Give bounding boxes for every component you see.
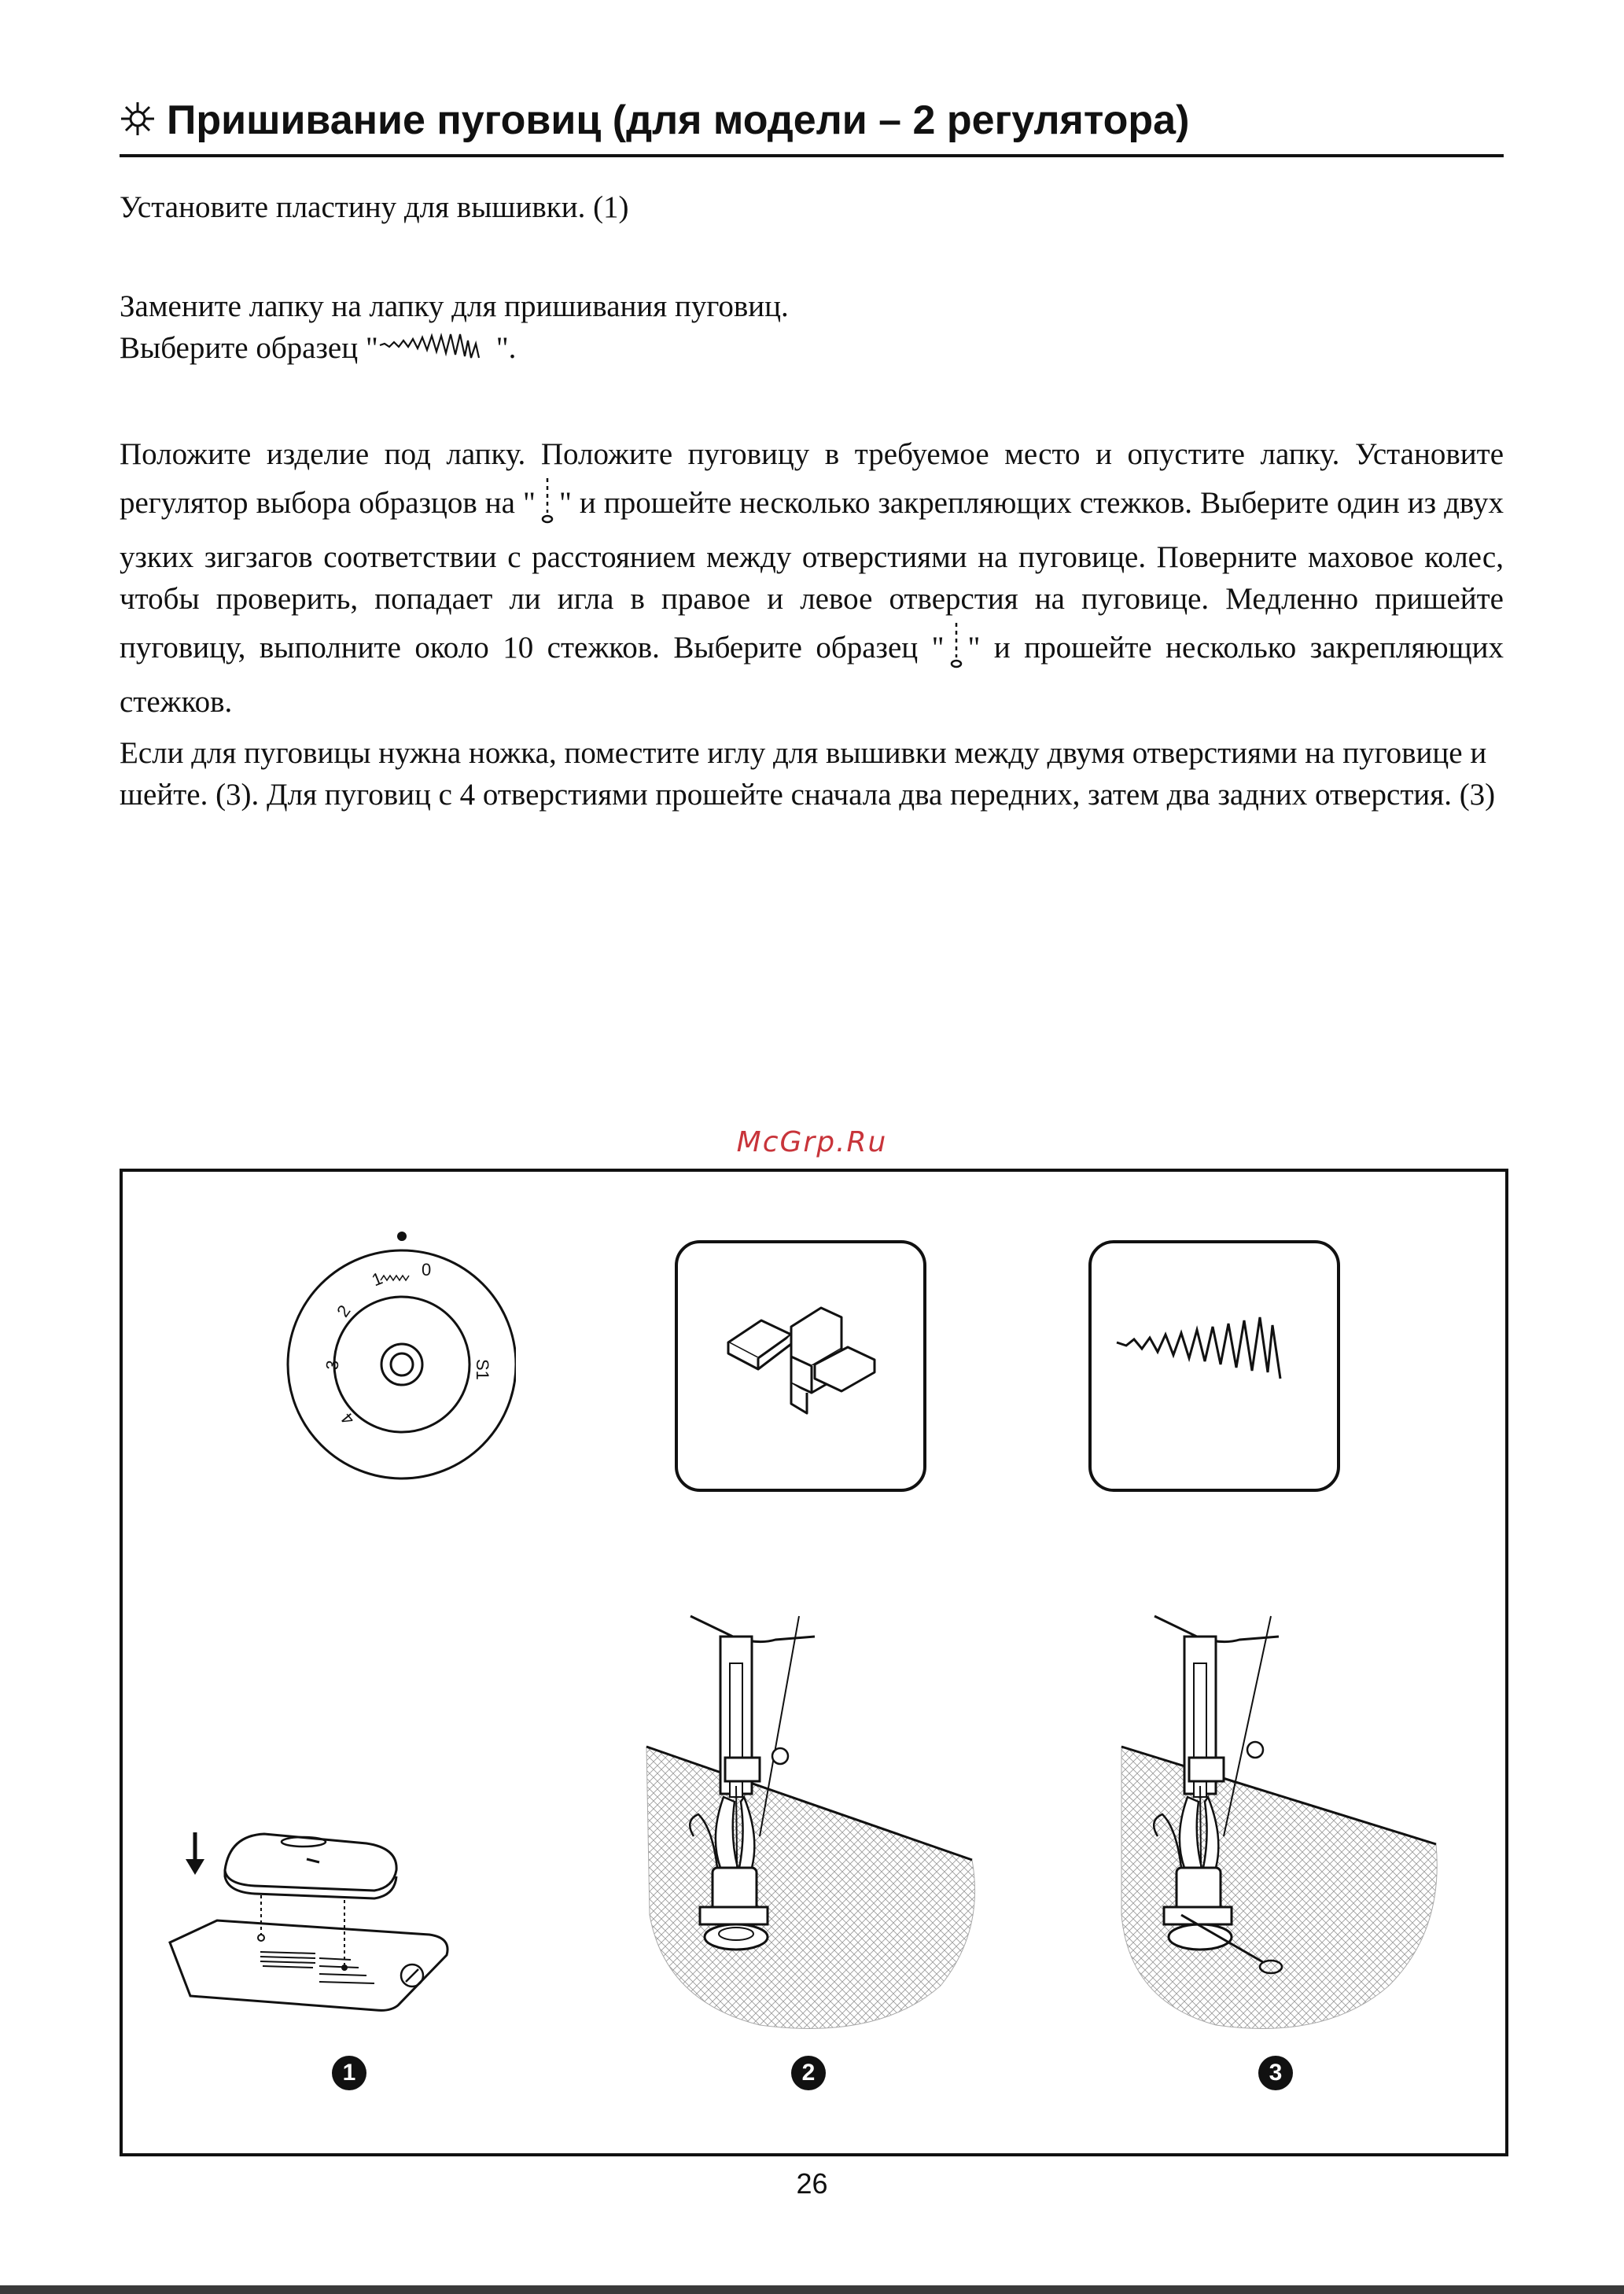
replace-foot-text: Замените лапку на лапку для пришивания пуговиц. [120,289,789,323]
paragraph-install-plate: Установите пластину для вышивки. (1) [120,190,629,224]
dial-mark: S1 [473,1359,492,1380]
stitch-dot-icon [945,620,968,681]
button-sewing-illustration [642,1600,988,2041]
zigzag-stitch-illustration [1087,1239,1342,1493]
dial-mark: 4 [337,1408,359,1430]
pattern-dial-illustration [280,1227,516,1486]
select-pattern-end: ". [495,331,517,365]
title-rule [120,154,1504,157]
down-arrow-icon [186,1859,204,1875]
sewing-steps-part2: " и прошейте несколько закрепляющих стежков. Выберите один из двух узких зигзагов соответствии с расстоянием между отверстиями на пуговице. Поверните маховое колес, чтобы проверить, попадает ли игла в правое и левое отверстия на пуговице. Медленно пришейте пуговицу, выполните около 10 стежков. Выберите образец " [120,485,1504,665]
paragraph-replace-foot [120,285,1504,372]
select-pattern-text: Выберите образец " [120,331,378,365]
illustration-frame [120,1169,1508,2156]
bottom-edge-bar [0,2285,1624,2294]
button-shank-illustration [1106,1600,1452,2041]
stitch-dot-icon [536,475,559,536]
compass-star-icon [120,96,156,151]
dial-mark: 1 [369,1268,385,1291]
page-number: 26 [796,2167,828,2200]
dial-mark: 3 [322,1359,343,1371]
zigzag-pattern-icon [378,330,496,372]
dial-indicator-dot [397,1232,407,1241]
dial-mark: 2 [333,1301,355,1321]
watermark: McGrp.Ru [736,1126,888,1158]
dial-inner-ring [334,1297,470,1432]
page-title [120,93,1504,151]
sewing-steps-part1: Положите изделие под лапку. Положите пуговицу в требуемое место и опустите лапку. Установите регулятор выбора образцов на " [120,437,1504,520]
step-number-2: 2 [791,2056,826,2090]
plate-installation-illustration [162,1777,532,2053]
step-number-1: 1 [332,2056,366,2090]
dial-mark: 0 [422,1260,432,1280]
paragraph-button-shank: Если для пуговицы нужна ножка, поместите иглу для вышивки между двумя отверстиями на пуговице и шейте. (3). Для пуговиц с 4 отверстиями прошейте сначала два передних, затем два задних отверстия. (3) [120,736,1496,812]
paragraph-sewing-steps [120,433,1504,723]
page-title-text: Пришивание пуговиц (для модели – 2 регулятора) [167,98,1190,143]
step-number-3: 3 [1258,2056,1293,2090]
button-foot-illustration [673,1239,928,1493]
sewing-steps-part3: " и прошейте несколько закрепляющих стежков. [120,630,1504,719]
